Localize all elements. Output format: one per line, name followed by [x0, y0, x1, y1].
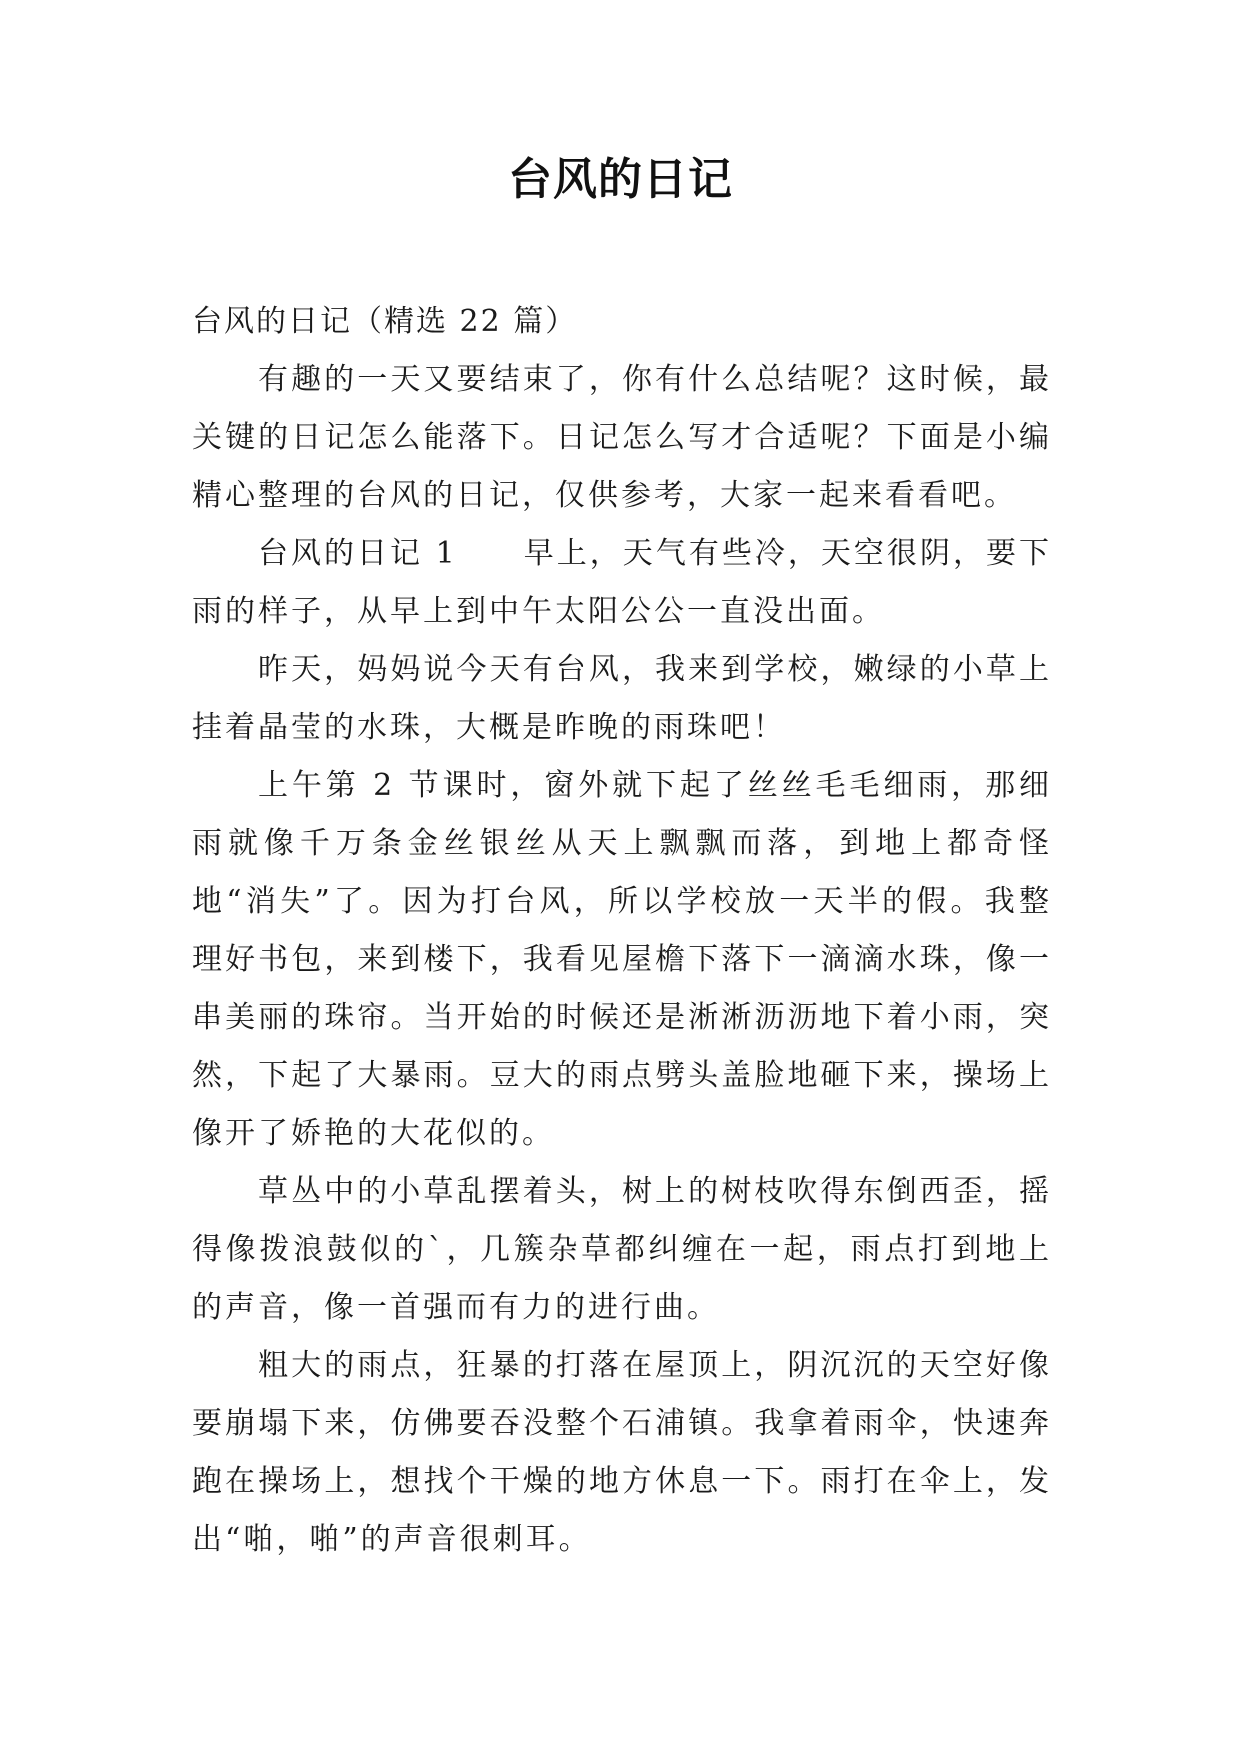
paragraph: 草丛中的小草乱摆着头，树上的树枝吹得东倒西歪，摇得像拨浪鼓似的`，几簇杂草都纠缠在一起，雨点打到地上的声音，像一首强而有力的进行曲。	[192, 1174, 1052, 1325]
paragraph: 台风的日记 1 早上，天气有些冷，天空很阴，要下雨的样子，从早上到中午太阳公公一直没出面。	[192, 536, 1052, 629]
document-body	[192, 293, 1052, 1569]
document-subtitle: 台风的日记（精选 22 篇）	[192, 304, 578, 339]
paragraph: 昨天，妈妈说今天有台风，我来到学校，嫩绿的小草上挂着晶莹的水珠，大概是昨晚的雨珠吧！	[192, 652, 1052, 745]
paragraph: 有趣的一天又要结束了，你有什么总结呢？这时候，最关键的日记怎么能落下。日记怎么写才合适呢？下面是小编精心整理的台风的日记，仅供参考，大家一起来看看吧。	[192, 362, 1052, 513]
paragraph: 粗大的雨点，狂暴的打落在屋顶上，阴沉沉的天空好像要崩塌下来，仿佛要吞没整个石浦镇。我拿着雨伞，快速奔跑在操场上，想找个干燥的地方休息一下。雨打在伞上，发出“啪，啪”的声音很刺耳。	[192, 1348, 1052, 1557]
page-title: 台风的日记	[508, 154, 733, 205]
paragraph: 上午第 2 节课时，窗外就下起了丝丝毛毛细雨，那细雨就像千万条金丝银丝从天上飘飘而落，到地上都奇怪地“消失”了。因为打台风，所以学校放一天半的假。我整理好书包，来到楼下，我看见屋檐下落下一滴滴水珠，像一串美丽的珠帘。当开始的时候还是淅淅沥沥地下着小雨，突然，下起了大暴雨。豆大的雨点劈头盖脸地砸下来，操场上像开了娇艳的大花似的。	[192, 768, 1052, 1151]
